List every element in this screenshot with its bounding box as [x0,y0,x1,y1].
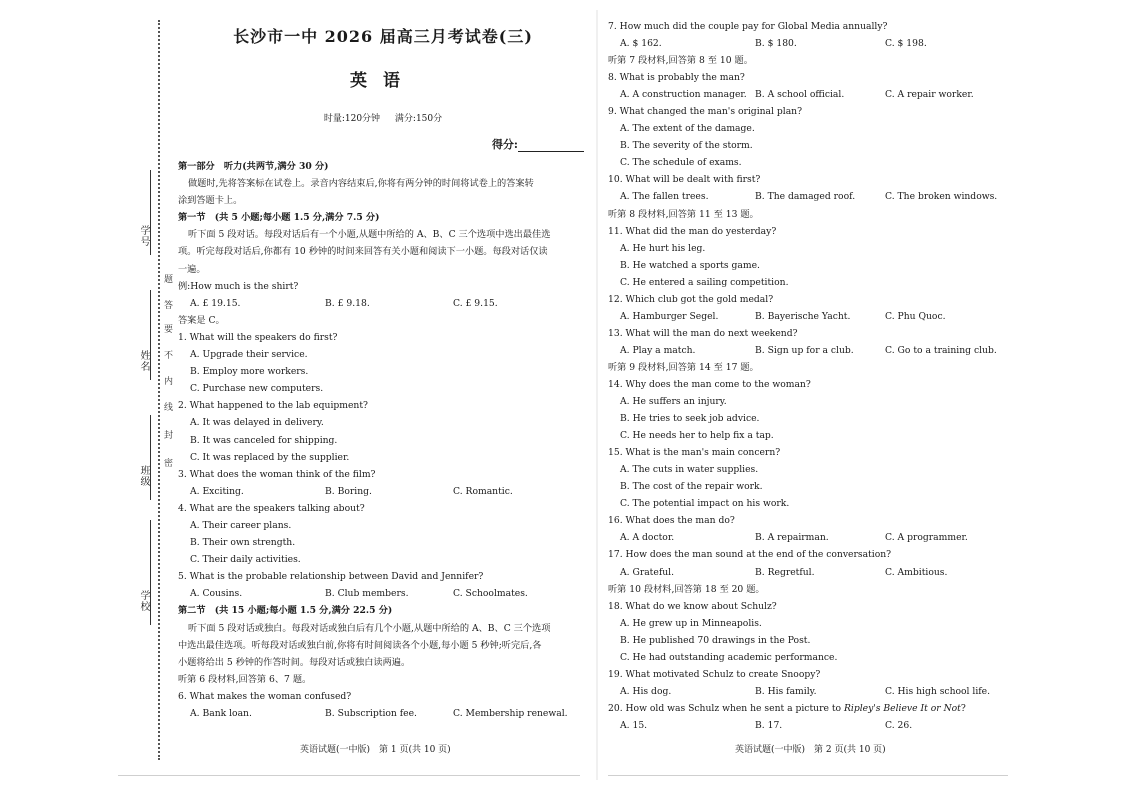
binding-margin [120,20,170,760]
option: A. The fallen trees. [620,191,709,203]
option: A. $ 162. [620,38,662,50]
example-question: 例:How much is the shirt? [178,280,299,292]
question: 14. Why does the man come to the woman? [608,378,811,390]
seal-char: 不 [164,351,174,361]
options-row [608,86,1003,103]
option: A. Bank loan. [190,708,252,719]
option: A. He grew up in Minneapolis. [620,617,762,629]
question-text: 20. How old was Schulz when he sent a picture to [608,702,844,714]
question: 4. What are the speakers talking about? [178,502,365,514]
score-label: 得分: [491,138,518,151]
bottom-scan-line [118,775,580,776]
page-2-footer: 英语试题(一中版) 第 2 页(共 10 页) [735,745,886,755]
question: 11. What did the man do yesterday? [608,225,777,237]
label-school: 学校 [138,590,149,612]
options-row [608,683,1003,700]
page-1-footer: 英语试题(一中版) 第 1 页(共 10 页) [300,745,451,755]
options-row [178,585,588,602]
option: B. He watched a sports game. [620,259,760,271]
option: C. Romantic. [453,485,513,497]
seal-char: 内 [164,377,174,387]
option: C. A repair worker. [885,89,974,101]
exam-title: 长沙市一中 2026 届高三月考试卷(三) [233,27,533,46]
exam-meta: 时量:120分钟 满分:150分 [323,114,443,124]
seal-char: 密 [164,459,174,469]
option: B. Boring. [325,485,372,497]
option: C. Schoolmates. [453,588,528,600]
option: C. $ 198. [885,38,927,50]
fill-line-name [150,290,151,380]
option: A. Play a match. [620,344,696,356]
question: 7. How much did the couple pay for Global Media annually? [608,21,888,32]
instruction-line: 听下面 5 段对话或独白。每段对话或独白后有几个小题,从题中所给的 A、B、C 三个选项 [188,622,551,634]
seal-char: 封 [164,431,174,441]
work-title: Ripley's Believe It or Not [843,702,961,714]
option: A. Exciting. [190,485,244,497]
option: B. Sign up for a club. [755,344,854,356]
page-2 [608,18,1003,734]
option: C. It was replaced by the supplier. [190,451,350,463]
option: B. Regretful. [755,566,815,578]
question: 10. What will be dealt with first? [608,174,761,186]
instruction-line: 项。听完每段对话后,你都有 10 秒钟的时间来回答有关小题和阅读下一小题。每段对话仅读 [178,246,548,258]
fill-line-class [150,415,151,500]
example-answer: 答案是 C。 [178,314,225,326]
options-row [608,717,1003,734]
option: A. A construction manager. [620,89,747,101]
seal-char: 题 [164,275,174,285]
fill-line-school [150,520,151,625]
option: B. It was canceled for shipping. [190,434,338,446]
option: B. A repairman. [755,532,829,544]
question: 5. What is the probable relationship between David and Jennifer? [178,571,484,583]
option: A. A doctor. [620,532,675,544]
option: C. He had outstanding academic performance. [620,651,838,663]
material-note: 听第 7 段材料,回答第 8 至 10 题。 [608,55,753,67]
option: A. Upgrade their service. [190,349,308,361]
instruction-line: 涂到答题卡上。 [178,195,243,207]
question: 1. What will the speakers do first? [178,331,338,343]
option: B. Bayerische Yacht. [755,310,851,322]
option: A. Grateful. [620,566,674,578]
bottom-scan-line [608,775,1008,776]
fill-line-student-id [150,170,151,255]
option: B. A school official. [755,89,845,101]
option: A. The cuts in water supplies. [620,464,759,476]
option: A. Their career plans. [190,519,292,531]
instruction-line: 中选出最佳选项。听每段对话或独白前,你将有时间阅读各个小题,每小题 5 秒钟;听完后,各 [178,639,542,651]
question: 16. What does the man do? [608,515,735,527]
question: 12. Which club got the gold medal? [608,293,774,305]
option: A. Cousins. [190,588,243,600]
material-note: 听第 8 段材料,回答第 11 至 13 题。 [608,208,759,220]
option: C. The broken windows. [885,191,998,203]
option: C. Ambitious. [885,566,948,578]
instruction-line: 做题时,先将答案标在试卷上。录音内容结束后,你将有两分钟的时间将试卷上的答案转 [188,178,534,190]
label-name: 姓名 [138,350,149,372]
option: C. 26. [885,719,913,731]
score-field [178,136,588,152]
option: A. He hurt his leg. [620,242,706,254]
option: C. The schedule of exams. [620,157,742,169]
option: B. The damaged roof. [755,191,856,203]
option: B. Employ more workers. [190,366,309,378]
option: B. The cost of the repair work. [620,481,763,493]
page-gutter [596,10,598,780]
option: B. His family. [755,685,817,697]
question: 18. What do we know about Schulz? [608,600,777,612]
option: B. Subscription fee. [325,708,417,719]
options-row [608,188,1003,205]
option: B. Their own strength. [190,537,296,549]
options-row [608,564,1003,581]
options-row [178,705,588,722]
option: B. £ 9.18. [325,297,370,309]
option: C. The potential impact on his work. [620,498,790,510]
option: C. A programmer. [885,532,968,544]
question: 8. What is probably the man? [608,72,745,84]
score-blank[interactable] [518,141,584,152]
question [608,700,1003,717]
option: B. The severity of the storm. [620,140,753,152]
question: 9. What changed the man's original plan? [608,106,803,118]
seal-char: 线 [164,403,174,413]
option: B. He published 70 drawings in the Post. [620,634,811,646]
instruction-line: 小题将给出 5 秒钟的作答时间。每段对话或独白读两遍。 [178,656,411,668]
option: B. $ 180. [755,38,797,50]
question: 3. What does the woman think of the film? [178,468,376,480]
options-row [608,342,1003,359]
option: A. Hamburger Segel. [620,310,719,322]
section-heading: 第二节 (共 15 小题;每小题 1.5 分,满分 22.5 分) [178,605,393,617]
seal-dotted-line [158,20,160,760]
options-row [608,308,1003,325]
question: 13. What will the man do next weekend? [608,327,798,339]
material-note: 听第 10 段材料,回答第 18 至 20 题。 [608,583,765,595]
option: C. Phu Quoc. [885,310,946,322]
page-1 [178,18,588,722]
question: 15. What is the man's main concern? [608,447,781,459]
option: B. 17. [755,719,783,731]
option: B. Club members. [325,588,409,600]
option: C. Membership renewal. [453,708,568,719]
options-row [608,529,1003,546]
instruction-line: 听下面 5 段对话。每段对话后有一个小题,从题中所给的 A、B、C 三个选项中选出最佳选 [188,229,551,241]
material-note: 听第 9 段材料,回答第 14 至 17 题。 [608,361,759,373]
question: 2. What happened to the lab equipment? [178,400,368,412]
label-student-id: 学号 [138,225,149,247]
option: A. It was delayed in delivery. [190,417,324,429]
example-options [178,295,588,312]
question: 19. What motivated Schulz to create Snoopy? [608,668,821,680]
option: B. He tries to seek job advice. [620,413,760,425]
material-note: 听第 6 段材料,回答第 6、7 题。 [178,673,312,685]
option: A. He suffers an injury. [620,396,727,408]
option: C. He needs her to help fix a tap. [620,430,774,442]
option: C. His high school life. [885,685,991,697]
section-heading: 第一节 (共 5 小题;每小题 1.5 分,满分 7.5 分) [178,212,380,224]
option: C. Go to a training club. [885,344,997,356]
option: A. £ 19.15. [190,297,241,309]
seal-char: 要 [164,325,174,335]
option: C. Their daily activities. [190,554,301,566]
option: C. Purchase new computers. [190,383,324,395]
part-heading: 第一部分 听力(共两节,满分 30 分) [178,161,329,172]
option: A. His dog. [620,685,672,697]
option: C. £ 9.15. [453,297,498,309]
instruction-line: 一遍。 [178,263,206,275]
option: A. The extent of the damage. [620,123,755,135]
subject-heading: 英语 [350,71,416,91]
options-row [608,35,1003,52]
options-row [178,483,588,500]
option: A. 15. [620,719,648,731]
question-mark: ? [960,702,966,714]
question: 6. What makes the woman confused? [178,690,352,702]
seal-char: 答 [164,301,174,311]
question: 17. How does the man sound at the end of the conversation? [608,549,892,561]
label-class: 班级 [138,465,149,487]
option: C. He entered a sailing competition. [620,276,789,288]
